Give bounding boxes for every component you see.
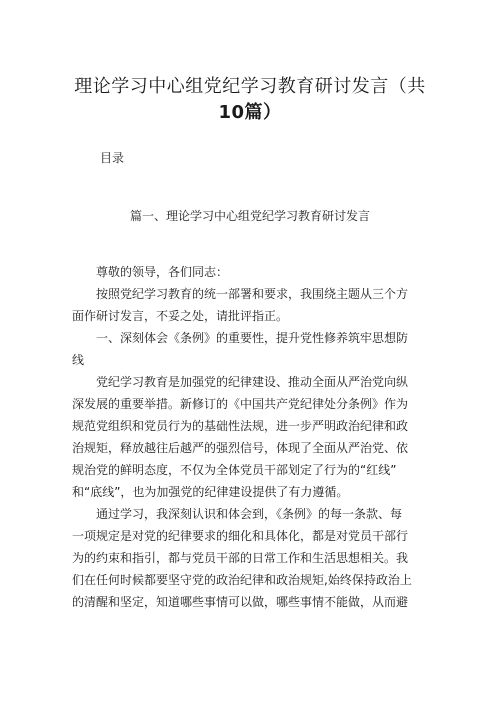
text-line: 和“底线”，也为加强党的纪律建设提供了有力遵循。 [72,485,349,499]
text-line: 规治党的鲜明态度，不仅为全体党员干部划定了行为的“红线” [72,463,397,477]
section-heading-1 [72,327,430,371]
text-line: 一、深刻体会《条例》的重要性，提升党性修养筑牢思想防 [96,331,409,345]
text-line: 治规矩，释放越往后越严的强烈信号，体现了全面从严治党、依 [72,441,409,455]
table-of-contents-label: 目录 [100,151,125,165]
text-line: 一项规定是对党的纪律要求的细化和具体化，都是对党员干部行 [72,529,409,543]
text-line: 为的约束和指引，都与党员干部的日常工作和生活思想相关。我 [72,551,409,565]
text-line: 深发展的重要举措。新修订的《中国共产党纪律处分条例》作为 [72,397,409,411]
text-line: 的清醒和坚定，知道哪些事情可以做，哪些事情不能做，从而避 [72,595,409,609]
paragraph-salutation [72,261,430,283]
text-line: 尊敬的领导，各们同志： [96,265,229,279]
title-line-1: 理论学习中心组党纪学习教育研讨发言（共 [74,76,426,97]
text-line: 按照党纪学习教育的统一部署和要求，我围绕主题从三个方 [96,287,409,301]
text-line: 党纪学习教育是加强党的纪律建设、推动全面从严治党向纵 [96,375,409,389]
text-line: 线 [72,353,85,367]
document-body [72,261,430,613]
text-line: 们在任何时候都要坚守党的政治纪律和政治规矩,始终保持政治上 [72,573,412,587]
text-line: 面作研讨发言，不妥之处，请批评指正。 [72,309,289,323]
document-title [60,74,440,126]
paragraph-body-2 [72,503,430,613]
paragraph-body-1 [72,371,430,503]
text-line: 通过学习，我深刻认识和体会到，《条例》的每一条款、每 [96,507,403,521]
title-line-2: 10篇） [218,102,282,123]
text-line: 规范党组织和党员行为的基础性法规，进一步严明政治纪律和政 [72,419,409,433]
paragraph-intro [72,283,430,327]
chapter-heading: 篇一、理论学习中心组党纪学习教育研讨发言 [129,209,370,223]
